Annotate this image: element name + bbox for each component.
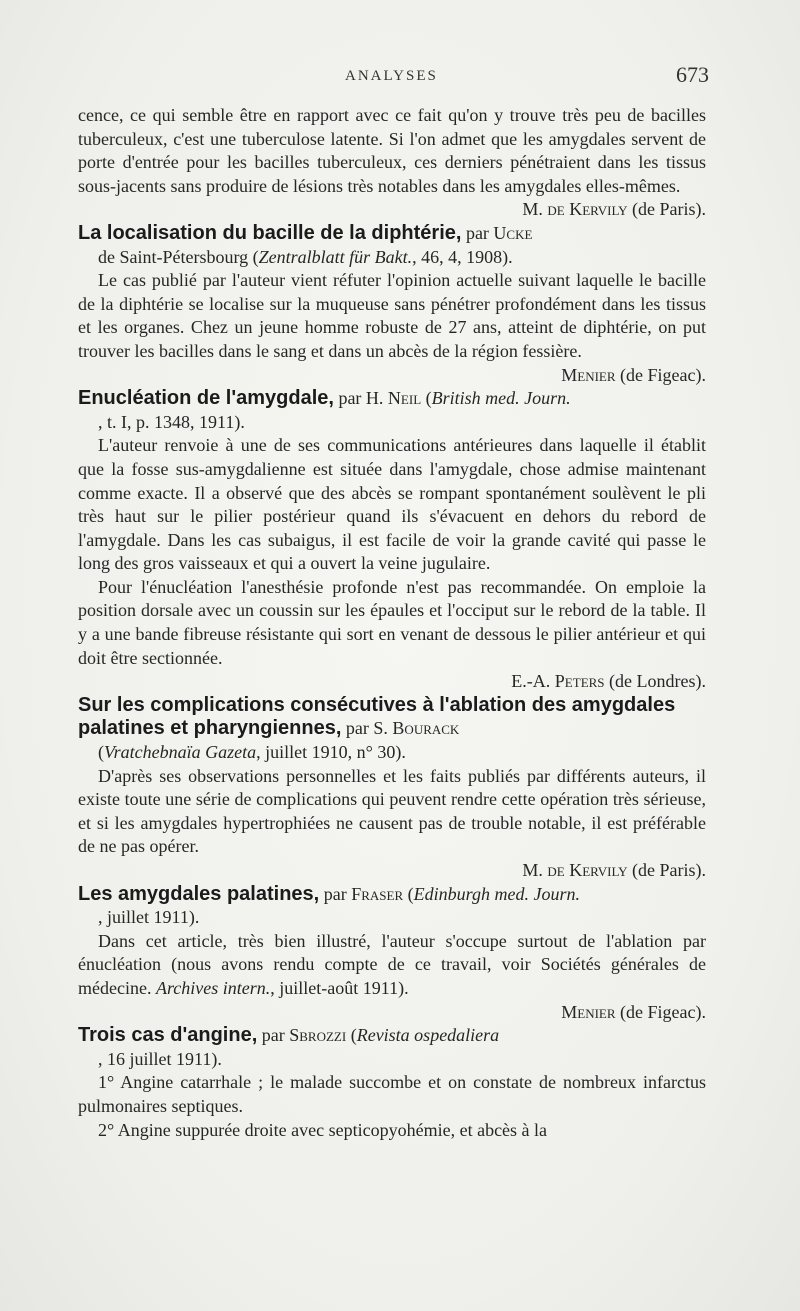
article-reference: , t. I, p. 1348, 1911).	[98, 411, 245, 432]
article-heading: La localisation du bacille de la diphtérie, par Ucke	[78, 221, 533, 244]
signature: M. de Kervily (de Paris).	[522, 199, 706, 220]
journal-name: Archives intern.	[155, 977, 271, 998]
paragraph-complications: D'après ses observations personnelles et les faits publiés par différents auteurs, il existe toute une série de complications qui peuvent rendre cette opération très sérieuse, et si les amygdales hypertrophiées ne causent pas de trouble notable, il est préférable de ne pas opérer.	[78, 765, 706, 857]
journal-name: Vratchebnaïa Gazeta	[104, 742, 257, 763]
article-author: Bourack	[392, 718, 460, 739]
article-author: Ucke	[493, 222, 533, 243]
paragraph-angine-suppuree: 2° Angine suppurée droite avec septicopyohémie, et abcès à la	[98, 1119, 548, 1140]
paragraph-tuberculose: cence, ce qui semble être en rapport avec ce fait qu'on y trouve très peu de bacilles tuberculeux, c'est une tuberculose latente. Si l'on admet que les amygdales servent de porte d'entrée pour les bacilles tuberculeux, ces derniers pénétraient dans les tissus sous-jacents sans produire de lésions très notables dans les amygdales elles-mêmes.	[78, 105, 706, 196]
signature: Menier (de Figeac).	[561, 364, 706, 385]
paragraph-enucleation: L'auteur renvoie à une de ses communications antérieures dans laquelle il établit que la fosse sus-amygdalienne est située dans l'amygdale, chose admise maintenant comme exacte. Il a observé que des abcès se rompant spontanément soulèvent le pli très haut sur le pilier postérieur quand ils s'évacuent en dehors du rebord de l'amygdale. Dans les cas subaigus, il est facile de voir la grande cavité qui passe le long des gros vaisseaux et qui a ouvert la veine jugulaire.	[78, 435, 706, 574]
article-reference: de Saint-Pétersbourg (Zentralblatt für Bakt., 46, 4, 1908).	[98, 246, 513, 267]
journal-name: Edinburgh med. Journ.	[413, 883, 580, 904]
running-title: ANALYSES	[345, 68, 438, 84]
article-reference: (Vratchebnaïa Gazeta, juillet 1910, n° 30).	[98, 742, 406, 763]
article-title: Trois cas d'angine,	[78, 1024, 258, 1047]
article-reference: , juillet 1911).	[98, 907, 200, 928]
signature-author: de Kervily	[547, 199, 628, 220]
signature: E.-A. Peters (de Londres).	[511, 671, 706, 692]
article-title: Les amygdales palatines,	[78, 882, 320, 905]
article-author: Fraser	[351, 883, 404, 904]
paragraph-angine-catarrhale: 1° Angine catarrhale ; le malade succombe et on constate de nombreux infarctus pulmonaires septiques.	[78, 1072, 706, 1116]
article-heading: Les amygdales palatines, par Fraser (Edinburgh med. Journ.	[78, 882, 580, 905]
article-author: Sbrozzi	[289, 1025, 347, 1046]
article-heading: Sur les complications consécutives à l'ablation des amygdales palatines et pharyngiennes, par S. Bourack	[78, 693, 676, 740]
article-title: Sur les complications consécutives à l'ablation des amygdales palatines et pharyngiennes,	[78, 693, 676, 740]
journal-name: Zentralblatt für Bakt.	[258, 246, 413, 267]
signature: Menier (de Figeac).	[561, 1001, 706, 1022]
article-heading: Trois cas d'angine, par Sbrozzi (Revista ospedaliera	[78, 1024, 500, 1047]
signature: M. de Kervily (de Paris).	[522, 860, 706, 880]
article-heading: Enucléation de l'amygdale, par H. Neil (British med. Journ.	[78, 387, 571, 410]
signature-author: Menier	[561, 1001, 616, 1022]
journal-name: Revista ospedaliera	[356, 1025, 500, 1046]
article-author: Neil	[387, 388, 422, 409]
article-reference: , 16 juillet 1911).	[98, 1048, 222, 1069]
page-number: 673	[676, 62, 709, 87]
signature-author: de Kervily	[547, 860, 628, 880]
journal-name: British med. Journ.	[431, 388, 571, 409]
paragraph-diphterie: Le cas publié par l'auteur vient réfuter l'opinion actuelle suivant laquelle le bacille de la diphtérie se localise sur la muqueuse sans pénétrer profondément dans les tissus et les organes. Chez un jeune homme robuste de 27 ans, atteint de diphtérie, on put trouver les bacilles dans le sang et dans un abcès de la région fessière.	[78, 270, 706, 361]
signature-author: Menier	[561, 364, 616, 385]
signature-author: Peters	[554, 671, 605, 692]
page-body	[78, 104, 706, 1142]
page-header	[0, 62, 800, 92]
paragraph-anesthesie: Pour l'énucléation l'anesthésie profonde n'est pas recommandée. On emploie la position dorsale avec un coussin sur les épaules et l'occiput sur le rebord de la table. Il y a une bande fibreuse résistante qui sort en venant de dessous le pilier antérieur et qui doit être sectionnée.	[78, 576, 706, 668]
paragraph-amygdales: Dans cet article, très bien illustré, l'auteur s'occupe surtout de l'ablation par énucléation (nous avons rendu compte de ce travail, voir Sociétés générales de médecine. Archives intern., juillet-août 1911).	[78, 930, 706, 998]
article-title: Enucléation de l'amygdale,	[78, 387, 334, 410]
article-title: La localisation du bacille de la diphtérie,	[78, 221, 462, 244]
